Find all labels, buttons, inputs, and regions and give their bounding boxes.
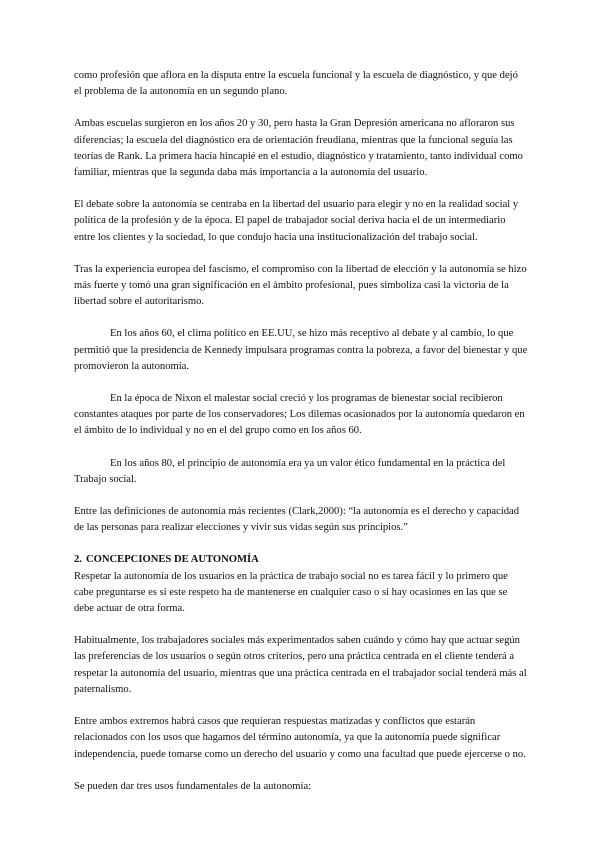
section-heading-number: 2. [74, 554, 82, 566]
paragraph-definicion-clark: Entre las definiciones de autonomía más recientes (Clark,2000): “la autonomía es el derecho y capacidad de las personas para realizar elecciones y vivir sus vidas según sus principios.” [74, 506, 520, 534]
paragraph-anos-60: En los años 60, el clima político en EE.UU, se hizo más receptivo al debate y al cambio, lo que permitió que la presidencia de Kennedy impulsara programas contra la pobreza, a favor del bienestar y que promovieron la autonomía. [74, 328, 528, 372]
paragraph-escuelas-intro: como profesión que aflora en la disputa entre la escuela funcional y la escuela de diagnóstico, y que dejó el problema de la autonomía en un segundo plano. [74, 70, 518, 98]
section-heading [74, 552, 528, 568]
document-page [74, 68, 528, 811]
section-heading-title: CONCEPCIONES DE AUTONOMÍA [85, 554, 259, 566]
paragraph-extremos: Entre ambos extremos habrá casos que requieran respuestas matizadas y conflictos que estarán relacionados con los usos que hagamos del término autonomía, ya que la autonomía puede significar independencia, puede tomarse como un derecho del usuario y como una facultad que puede ejercerse o no. [74, 716, 526, 760]
paragraph-tres-usos: Se pueden dar tres usos fundamentales de la autonomía: [74, 780, 312, 792]
paragraph-nixon: En la época de Nixon el malestar social creció y los programas de bienestar social recibieron constantes ataques por parte de los conservadores; Los dilemas ocasionados por la autonomía quedaron en el ámbito de lo individual y no en el del grupo como en los años 60. [74, 393, 525, 437]
paragraph-anos-80: En los años 80, el principio de autonomía era ya un valor ético fundamental en la práctica del Trabajo social. [74, 457, 506, 485]
paragraph-debate-autonomia: El debate sobre la autonomía se centraba en la libertad del usuario para elegir y no en la realidad social y política de la profesión y de la época. El papel de trabajador social deriva hacia el de un intermediario entre los clientes y la sociedad, lo que condujo hacia una institucionalización del trabajo social. [74, 199, 519, 243]
paragraph-respetar-autonomia: Respetar la autonomía de los usuarios en la práctica de trabajo social no es tarea fácil y lo primero que cabe preguntarse es si este respeto ha de mantenerse en cualquier caso o si hay ocasiones en las que se debe actuar de otra forma. [74, 570, 508, 615]
paragraph-habitualmente: Habitualmente, los trabajadores sociales más experimentados saben cuándo y cómo hay que actuar según las preferencias de los usuarios o según otros criterios, pero una práctica centrada en el cliente tenderá a respetar la autonomía del usuario, mientras que una práctica centrada en el trabajador social tenderá más al paternalismo. [74, 635, 527, 695]
paragraph-fascismo: Tras la experiencia europea del fascismo, el compromiso con la libertad de elección y la autonomía se hizo más fuerte y tomó una gran significación en el ámbito profesional, pues simboliza casi la victoria de la libertad sobre el autoritarismo. [74, 263, 527, 308]
paragraph-escuelas-diferencias: Ambas escuelas surgieron en los años 20 y 30, pero hasta la Gran Depresión americana no afloraron sus diferencias; la escuela del diagnóstico era de orientación freudiana, mientras que la funcional seguía las teorías de Rank. La primera hacía hincapié en el estudio, diagnóstico y tratamiento, tanto individual como familiar, mientras que la segunda daba más importancia a la autonomía del usuario. [74, 118, 523, 179]
